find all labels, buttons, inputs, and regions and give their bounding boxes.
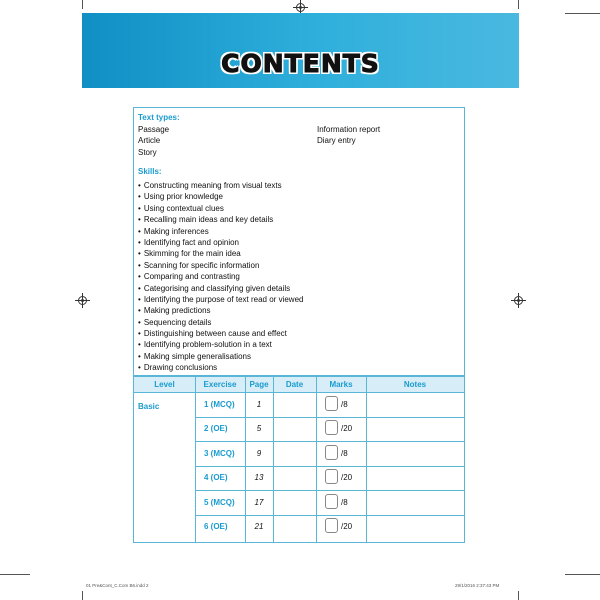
page-title: CONTENTS	[221, 49, 380, 78]
column-header-notes: Notes	[403, 380, 427, 389]
marks-input-box[interactable]	[325, 494, 338, 509]
marks-input-box[interactable]	[325, 396, 338, 411]
crop-mark	[565, 13, 600, 14]
skill-item: • Sequencing details	[138, 317, 303, 328]
exercise-cell: 4 (OE)	[204, 473, 228, 482]
table-row	[134, 466, 464, 490]
skill-item: • Drawing conclusions	[138, 362, 303, 373]
skill-item: • Scanning for specific information	[138, 260, 303, 271]
exercise-cell: 2 (OE)	[204, 424, 228, 433]
text-type-item: Diary entry	[317, 136, 356, 145]
marks-total: /8	[341, 400, 348, 409]
column-header-level: Level	[154, 380, 175, 389]
contents-banner	[82, 13, 519, 88]
crop-mark	[82, 0, 83, 9]
registration-mark-icon	[78, 296, 87, 305]
timestamp-slug: 29/1/2016 2:37:43 PM	[455, 583, 500, 588]
skill-item: • Making predictions	[138, 305, 303, 316]
contents-info-box	[133, 107, 465, 376]
crop-mark	[565, 574, 600, 575]
crop-mark	[82, 591, 83, 600]
marks-total: /8	[341, 449, 348, 458]
table-row	[134, 515, 464, 539]
text-types-heading: Text types:	[138, 113, 180, 122]
crop-mark	[518, 591, 519, 600]
crop-mark	[0, 574, 30, 575]
marks-input-box[interactable]	[325, 469, 338, 484]
exercise-cell: 1 (MCQ)	[204, 400, 235, 409]
page-cell: 9	[256, 449, 262, 458]
skill-item: • Comparing and contrasting	[138, 271, 303, 282]
table-row	[134, 393, 464, 417]
text-type-item: Passage	[138, 125, 170, 134]
marks-input-box[interactable]	[325, 420, 338, 435]
skill-item: • Identifying fact and opinion	[138, 237, 303, 248]
registration-mark-icon	[514, 296, 523, 305]
column-header-marks: Marks	[329, 380, 353, 389]
skill-item: • Distinguishing between cause and effect	[138, 328, 303, 339]
text-type-item: Information report	[317, 125, 381, 134]
skills-heading: Skills:	[138, 167, 162, 176]
skill-item: • Constructing meaning from visual texts	[138, 180, 303, 191]
marks-total: /8	[341, 498, 348, 507]
table-row	[134, 442, 464, 466]
page-cell: 5	[256, 424, 262, 433]
exercise-cell: 6 (OE)	[204, 522, 228, 531]
text-type-item: Article	[138, 136, 161, 145]
marks-input-box[interactable]	[325, 518, 338, 533]
exercise-cell: 5 (MCQ)	[204, 498, 235, 507]
column-header-page: Page	[249, 380, 269, 389]
skill-item: • Using contextual clues	[138, 203, 303, 214]
table-row	[134, 491, 464, 515]
level-label: Basic	[138, 402, 160, 411]
registration-mark-icon	[296, 3, 305, 12]
column-header-exercise: Exercise	[203, 380, 237, 389]
marks-input-box[interactable]	[325, 445, 338, 460]
skill-item: • Making inferences	[138, 226, 303, 237]
page-cell: 17	[254, 498, 264, 507]
skill-item: • Recalling main ideas and key details	[138, 214, 303, 225]
page-cell: 1	[256, 400, 262, 409]
skill-item: • Using prior knowledge	[138, 191, 303, 202]
table-header	[134, 377, 464, 393]
skill-item: • Identifying the purpose of text read or viewed	[138, 294, 303, 305]
exercise-table	[133, 376, 465, 543]
skill-item: • Categorising and classifying given details	[138, 283, 303, 294]
page-cell: 21	[254, 522, 264, 531]
file-slug: 01 Pre&Cont_C.Com B6.indd 2	[86, 583, 149, 588]
page-cell: 13	[254, 473, 264, 482]
crop-mark	[518, 0, 519, 9]
skill-item: • Skimming for the main idea	[138, 248, 303, 259]
skill-item: • Making simple generalisations	[138, 351, 303, 362]
column-header-date: Date	[285, 380, 304, 389]
skill-item: • Identifying problem-solution in a text	[138, 339, 303, 350]
exercise-cell: 3 (MCQ)	[204, 449, 235, 458]
marks-total: /20	[341, 424, 353, 433]
table-row	[134, 417, 464, 441]
text-type-item: Story	[138, 148, 157, 157]
skills-list	[138, 180, 303, 374]
marks-total: /20	[341, 473, 353, 482]
marks-total: /20	[341, 522, 353, 531]
